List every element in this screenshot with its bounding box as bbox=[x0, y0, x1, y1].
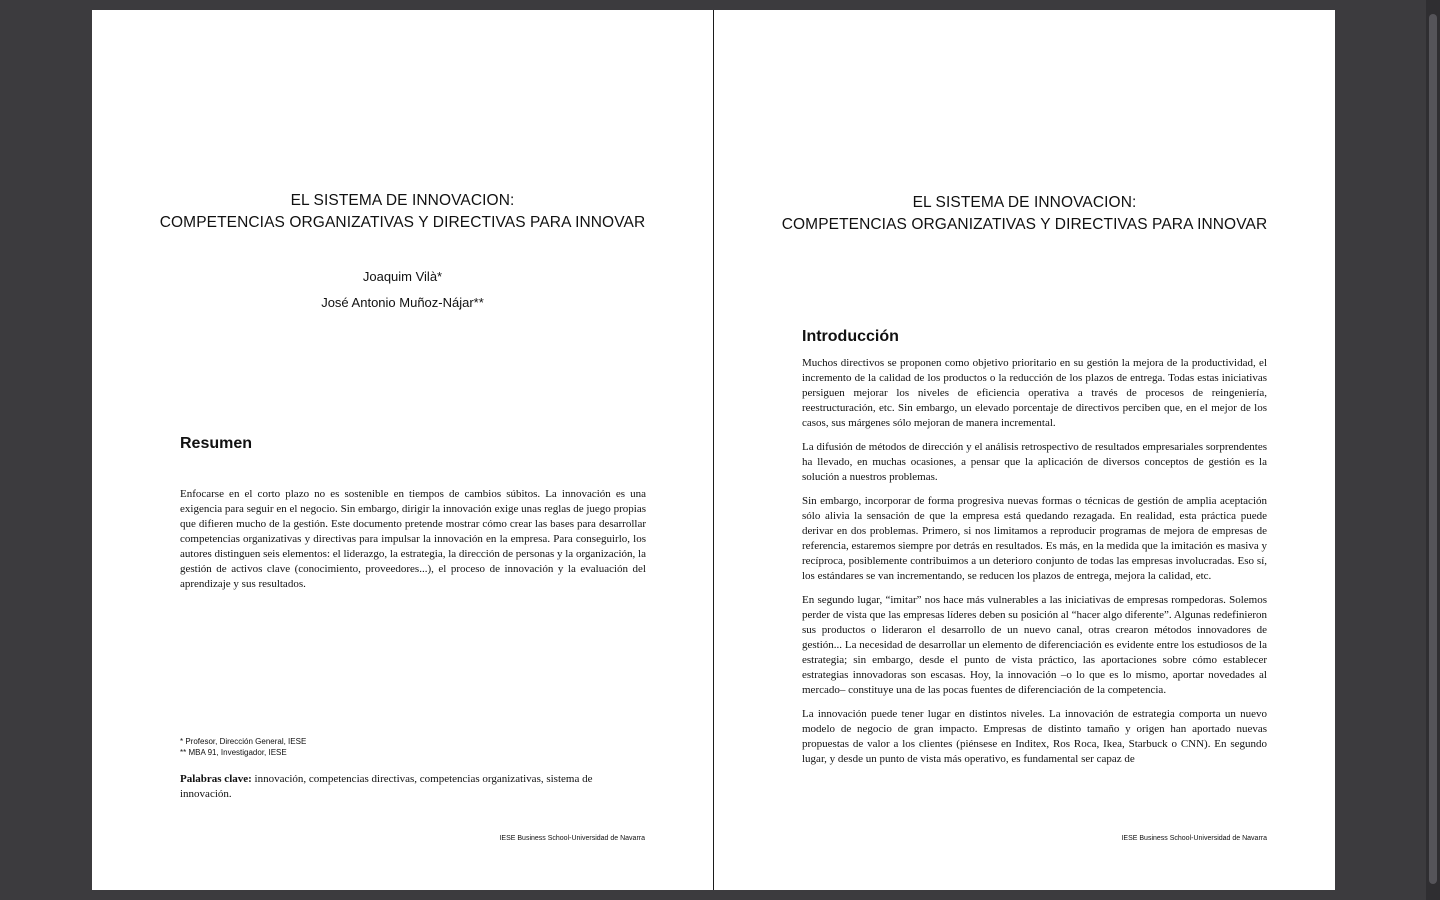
document-title-right bbox=[714, 192, 1335, 236]
introduction-body bbox=[802, 356, 1267, 776]
vertical-scrollbar[interactable] bbox=[1426, 0, 1440, 900]
paragraph: En segundo lugar, “imitar” nos hace más vulnerables a las iniciativas de empresas rompedoras. Solemos perder de vista que las empresas líderes deben su posición al “hacer algo diferente”. Algunas redefinieron sus productos o lideraron el desarrollo de un nuevo canal, otras crearon métodos innovadores de gestión... La necesidad de desarrollar un elemento de diferenciación es evidente entre los estudiosos de la estrategia; sin embargo, desde el punto de vista práctico, las aportaciones sobre cómo establecer estrategias innovadoras son escasas. Hoy, la innovación –o lo que es lo mismo, aportar novedades al mercado– constituye una de las pocas fuentes de diferenciación de la competencia. bbox=[802, 594, 1267, 696]
page-footer-left: IESE Business School-Universidad de Navarra bbox=[499, 835, 645, 842]
footnote-2: ** MBA 91, Investigador, IESE bbox=[180, 748, 287, 757]
footnote-1: * Profesor, Dirección General, IESE bbox=[180, 737, 307, 746]
author-2: José Antonio Muñoz-Nájar** bbox=[321, 295, 484, 310]
introduction-heading: Introducción bbox=[802, 328, 899, 345]
scrollbar-thumb[interactable] bbox=[1429, 14, 1437, 884]
keywords-text: innovación, competencias directivas, competencias organizativas, sistema de innovación. bbox=[180, 773, 593, 800]
page-left bbox=[92, 10, 713, 890]
title-line-2: COMPETENCIAS ORGANIZATIVAS Y DIRECTIVAS PARA INNOVAR bbox=[781, 216, 1268, 233]
keywords bbox=[180, 772, 646, 802]
title-line-1: EL SISTEMA DE INNOVACION: bbox=[912, 194, 1137, 211]
abstract-text: Enfocarse en el corto plazo no es sostenible en tiempos de cambios súbitos. La innovación es una exigencia para seguir en el negocio. Sin embargo, dirigir la innovación exige unas reglas de juego propias que difieren mucho de la gestión. Este documento pretende mostrar cómo crear las bases para desarrollar competencias organizativas y directivas para impulsar la innovación en la empresa. Para conseguirlo, los autores distinguen seis elementos: el liderazgo, la estrategia, la dirección de personas y la organización, la gestión de activos clave (conocimiento, proveedores...), el proceso de innovación y la evaluación del aprendizaje y sus resultados. bbox=[180, 488, 646, 590]
title-line-1: EL SISTEMA DE INNOVACION: bbox=[290, 192, 515, 209]
title-line-2: COMPETENCIAS ORGANIZATIVAS Y DIRECTIVAS PARA INNOVAR bbox=[159, 214, 646, 231]
paragraph: La innovación puede tener lugar en distintos niveles. La innovación de estrategia comporta un nuevo modelo de negocio de gran impacto. Empresas de distinto tamaño y origen han aportado nuevas propuestas de valor a los clientes (piénsese en Inditex, Ros Roca, Ikea, Starbuck o CNN). En segundo lugar, y desde un punto de vista más operativo, es fundamental ser capaz de bbox=[802, 708, 1267, 765]
document-title bbox=[92, 190, 713, 234]
page-footer-right: IESE Business School-Universidad de Navarra bbox=[1121, 835, 1267, 842]
keywords-label: Palabras clave: bbox=[180, 773, 252, 785]
author-1: Joaquim Vilà* bbox=[362, 269, 443, 284]
page-right bbox=[714, 10, 1335, 890]
paragraph: La difusión de métodos de dirección y el análisis retrospectivo de resultados empresariales sorprendentes ha llevado, en muchas ocasiones, a pensar que la aplicación de diversos conceptos de gestión es la solución a nuestros problemas. bbox=[802, 441, 1267, 483]
paragraph: Sin embargo, incorporar de forma progresiva nuevas formas o técnicas de gestión de amplia aceptación sólo alivia la sensación de que la empresa está quedando rezagada. En realidad, esta práctica puede derivar en dos problemas. Primero, si nos limitamos a reproducir programas de mejora de empresas de referencia, estaremos siempre por detrás en resultados. Es más, en la medida que la imitación es masiva y recíproca, posiblemente contribuimos a un deterioro conjunto de todas las empresas involucradas. Eso sí, los estándares se van incrementando, se reducen los plazos de entrega, mejora la calidad, etc. bbox=[802, 495, 1267, 582]
paragraph: Muchos directivos se proponen como objetivo prioritario en su gestión la mejora de la productividad, el incremento de la calidad de los productos o la reducción de los plazos de entrega. Todas estas iniciativas persiguen mejorar los niveles de eficiencia operativa a través de procesos de reingeniería, reestructuración, etc. Sin embargo, un elevado porcentaje de directivos perciben que, en el mejor de los casos, sus márgenes sólo mejoran de manera incremental. bbox=[802, 357, 1267, 429]
abstract-heading: Resumen bbox=[180, 435, 253, 452]
